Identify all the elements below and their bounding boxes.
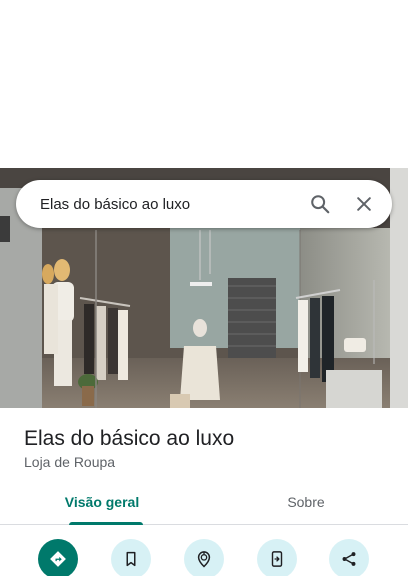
share-icon <box>340 550 358 568</box>
close-icon <box>354 194 374 214</box>
bookmark-icon <box>122 550 140 568</box>
nearby-button[interactable] <box>184 539 224 576</box>
save-button[interactable] <box>111 539 151 576</box>
search-button[interactable] <box>298 182 342 226</box>
tab-about[interactable] <box>204 480 408 524</box>
action-row <box>0 539 408 576</box>
share-button[interactable] <box>329 539 369 576</box>
clear-search-button[interactable] <box>342 182 386 226</box>
tab-overview[interactable] <box>0 480 204 524</box>
directions-icon <box>48 549 68 569</box>
search-input[interactable]: Elas do básico ao luxo <box>40 195 191 213</box>
nearby-icon <box>194 549 214 569</box>
place-category: Loja de Roupa <box>24 454 116 470</box>
directions-button[interactable] <box>38 539 78 576</box>
search-icon <box>309 193 331 215</box>
send-to-phone-icon <box>268 550 286 568</box>
tab-about-label: Sobre <box>287 494 325 510</box>
send-to-phone-button[interactable] <box>257 539 297 576</box>
place-title: Elas do básico ao luxo <box>24 427 235 450</box>
place-tabs <box>0 480 408 525</box>
active-tab-indicator <box>69 522 143 525</box>
search-bar[interactable] <box>16 180 392 228</box>
tab-overview-label: Visão geral <box>64 494 140 510</box>
